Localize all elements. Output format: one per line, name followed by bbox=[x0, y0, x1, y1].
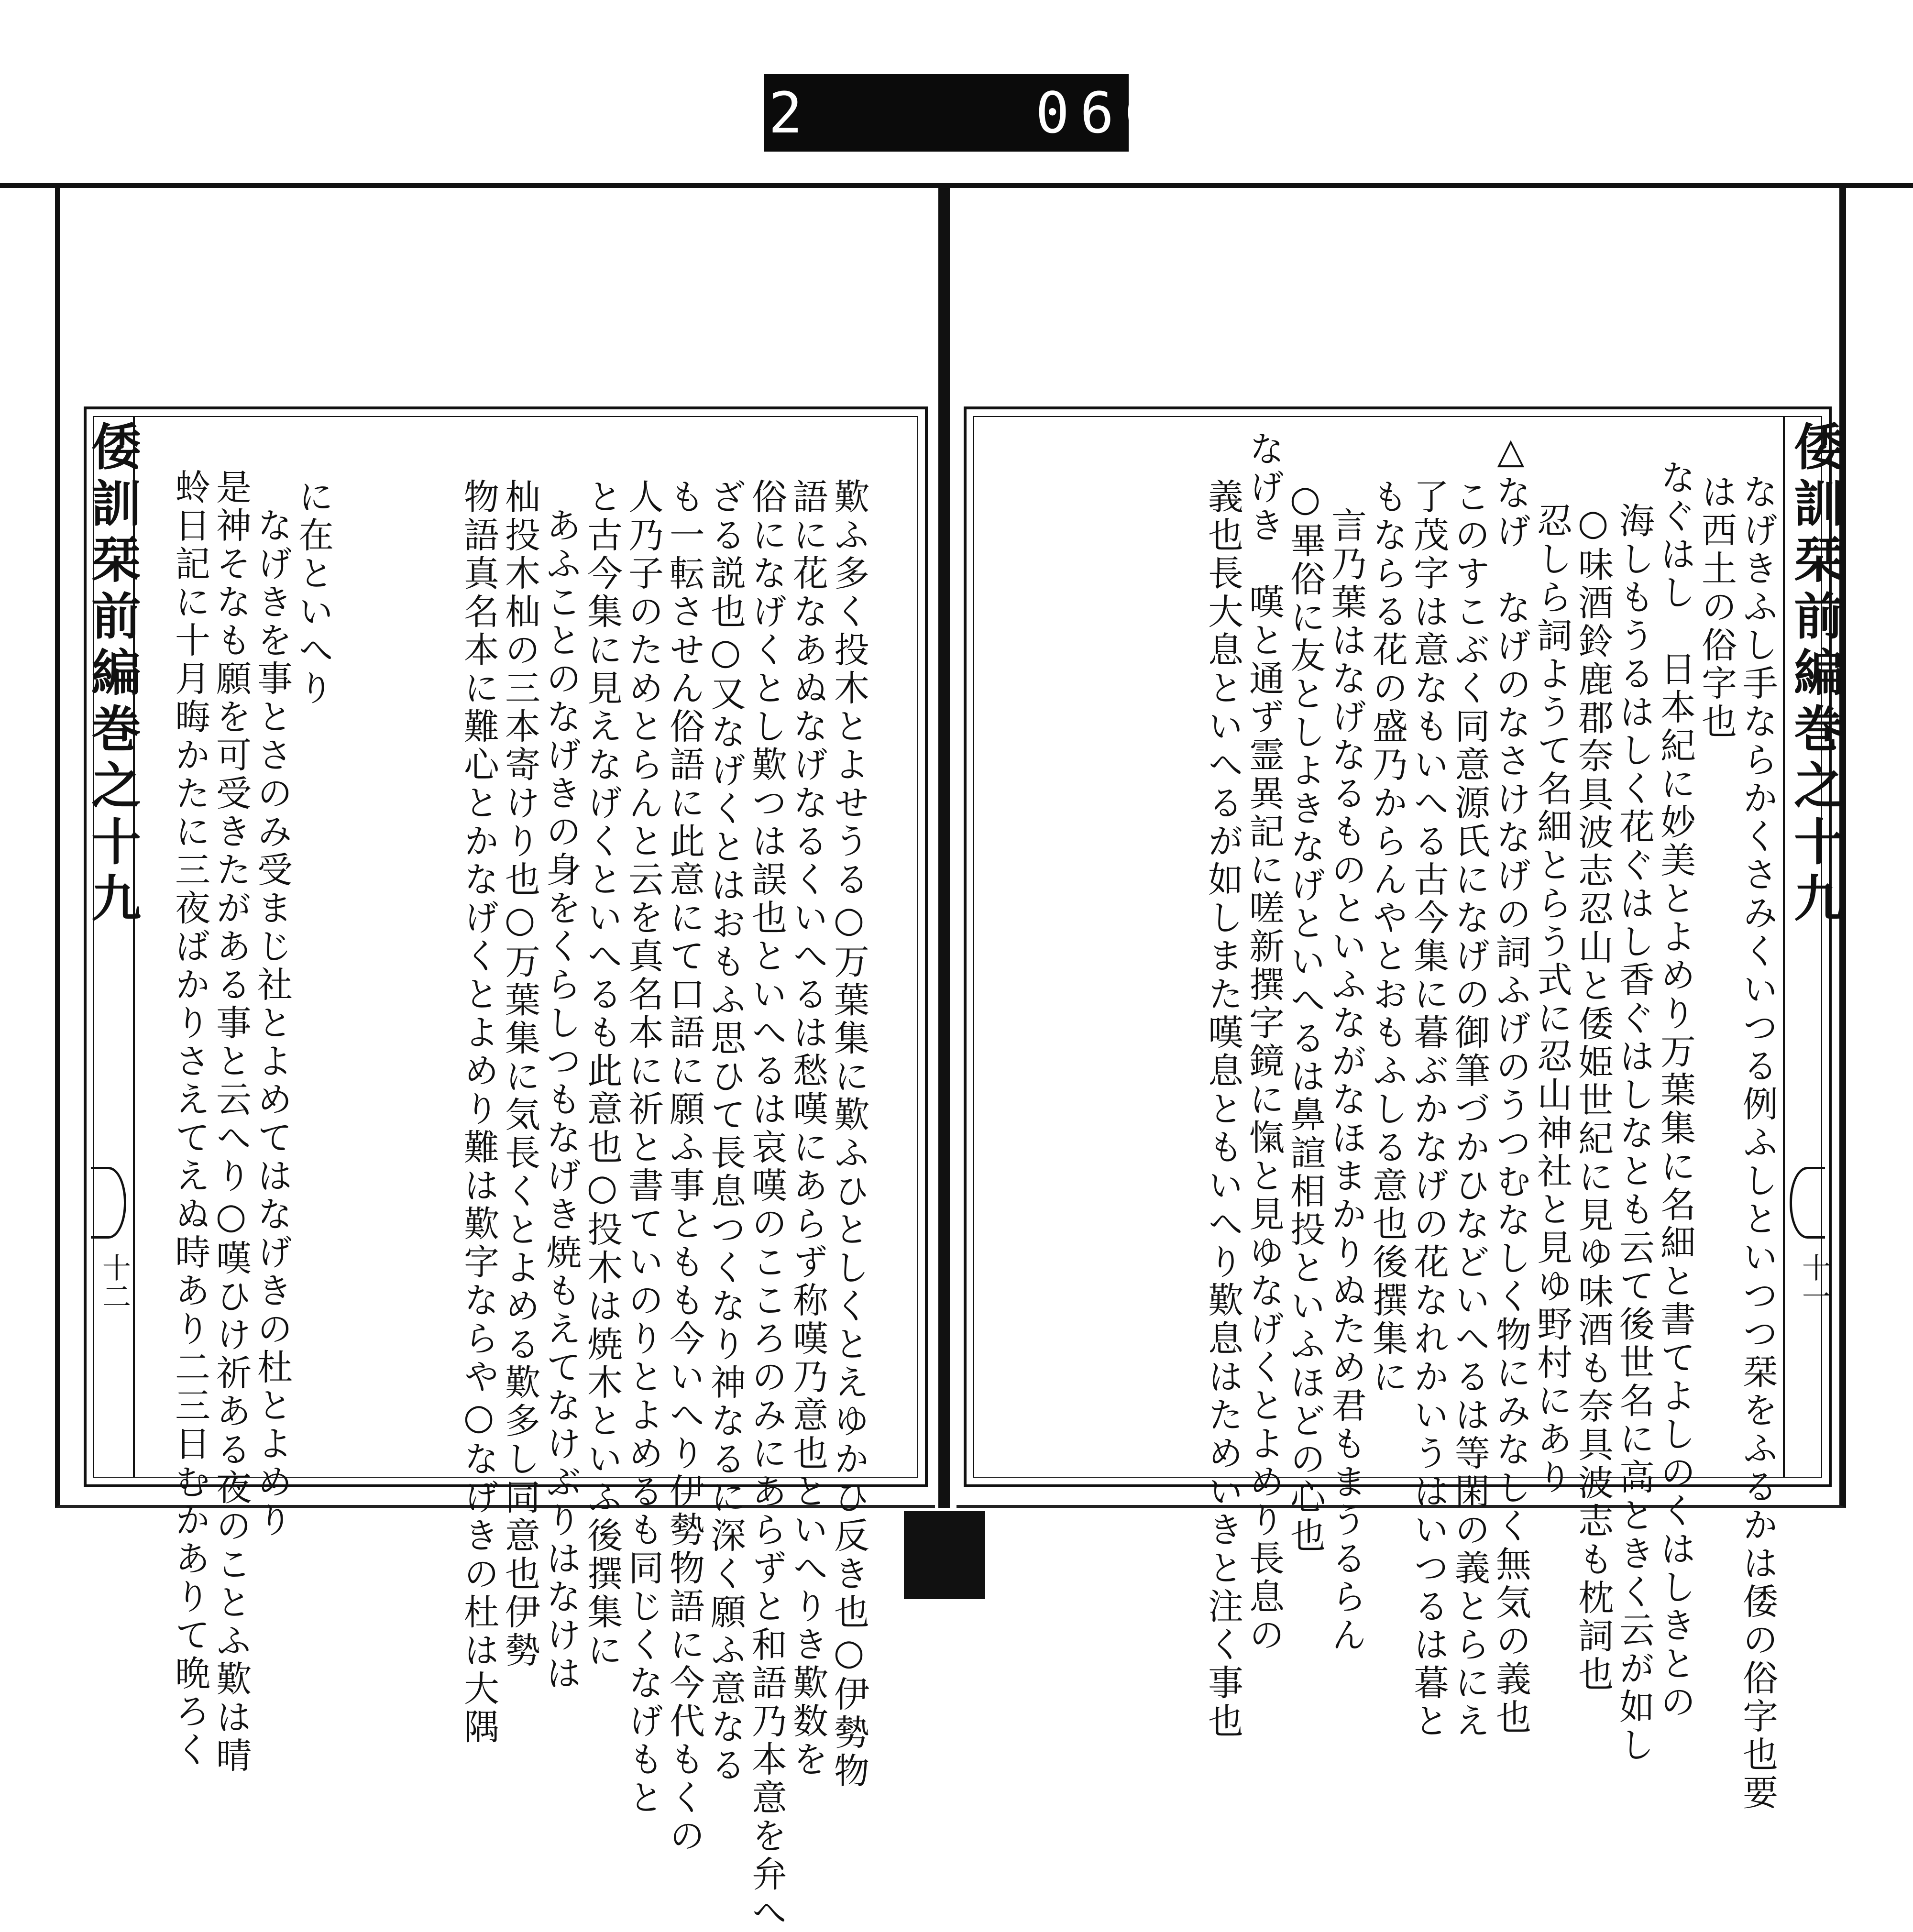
left-column-14: 蛉日記に十月晦かたに三夜ばかりさえてえぬ時あり二三日むかありて晩ろく bbox=[169, 469, 210, 1769]
book-spine bbox=[938, 183, 950, 1508]
left-column-6: 人乃子のためとらんと云を真名本に祈と書ていのりとよめるも同じくなげもと bbox=[623, 478, 664, 1817]
binding-top-line bbox=[0, 183, 1913, 188]
right-column-12: ○畢俗に友としよきなげといへるは鼻諠相投といふほどの心也 bbox=[1285, 478, 1326, 1555]
left-column-8: あふことのなげきの身をくらしつもなげき焼もえてなけぶりはなけは bbox=[540, 507, 582, 1693]
left-fore-edge-bracket bbox=[91, 1167, 126, 1239]
left-column-4: ざる説也○又なげくとはおもふ思ひて長息つくなり神なるに深く願ふ意なる bbox=[705, 478, 746, 1785]
right-folio-number: 十一 bbox=[1797, 1253, 1831, 1310]
left-column-5: も一転させん俗語に此意にて口語に願ふ事ともも今いへり伊勢物語に今代もくの bbox=[664, 478, 705, 1855]
left-folio-number: 十二 bbox=[98, 1253, 131, 1310]
right-column-11: 言乃葉はなげなるものといふながなほまかりぬため君もまうるらん bbox=[1326, 507, 1367, 1655]
left-column-12: なげきを事とさのみ受まじ社とよめてはなげきの杜とよめり bbox=[252, 507, 293, 1540]
right-column-5: ○味酒鈴鹿郡奈具波志忍山と倭姫世紀に見ゆ味酒も奈具波志も枕詞也 bbox=[1572, 502, 1614, 1694]
left-column-11: に在といへり bbox=[293, 478, 334, 708]
archive-number-right: 066. bbox=[1035, 80, 1214, 146]
right-title-strip-rule bbox=[1783, 417, 1785, 1478]
right-column-4: 海しもうるはしく花ぐはし香ぐはしなとも云て後世名に高ときく云が如し bbox=[1614, 502, 1655, 1765]
left-column-7: と古今集に見えなげくといへるも此意也○投木は焼木といふ後撰集に bbox=[582, 478, 623, 1670]
archive-number-left: 532 bbox=[679, 80, 813, 146]
right-column-10: もならる花の盛乃からんやとおもふしる意也後撰集に bbox=[1367, 478, 1408, 1396]
right-column-1: なげきふし手ならかくさみくいつる例ふしといつつ栞をふるかは倭の俗字也要 bbox=[1737, 473, 1778, 1812]
left-column-2: 語に花なあぬなげなるくいへるは愁嘆にあらず称嘆乃意也といへりき歎数を bbox=[787, 478, 828, 1779]
right-column-14: 義也長大息といへるが如しまた嘆息ともいへり歎息はためいきと注く事也 bbox=[1202, 478, 1243, 1741]
archive-label-plate bbox=[679, 74, 1214, 152]
right-column-7: △なげ なげのなさけなげの詞ふげのうつむなしく物にみなしく無気の義也 bbox=[1490, 430, 1531, 1737]
right-column-2: は西土の俗字也 bbox=[1696, 473, 1737, 741]
right-column-13: なげき 嘆と通ず霊異記に嗟新撰字鏡に愾と見ゆなげくとよめり長息の bbox=[1243, 430, 1285, 1655]
left-page-running-title: 倭訓栞前編巻之十九 bbox=[83, 421, 142, 929]
right-page-title: 倭訓栞前編巻之十九 bbox=[1785, 421, 1844, 929]
right-column-9: 了茂字は意なもいへる古今集に暮ぶかなげの花なれかいうはいつるは暮と bbox=[1408, 478, 1449, 1741]
left-column-1: 歎ふ多く投木とよせうる○万葉集に歎ふひとしくとえゆかひ反き也○伊勢物 bbox=[828, 478, 869, 1790]
right-column-3: なぐはし 日本紀に妙美とよめり万葉集に名細と書てよしのくはしきとの bbox=[1655, 459, 1696, 1722]
left-column-10: 物語真名本に難心とかなげくとよめり難は歎字ならや○なげきの杜は大隅 bbox=[458, 478, 499, 1746]
right-column-6: 忍しら詞ようて名細とらう式に忍山神社と見ゆ野村にあり bbox=[1531, 502, 1572, 1497]
left-column-3: 俗になげくとし歎つは誤也といへるは哀嘆のこころのみにあらずと和語乃本意を弁へ bbox=[746, 478, 787, 1932]
left-column-13: 是神そなも願を可受きたがある事と云へり○嘆ひけ祈ある夜のことふ歎は晴 bbox=[210, 469, 252, 1775]
left-column-9: 杣投木杣の三本寄けり也○万葉集に気長くとよめる歎多し同意也伊勢 bbox=[499, 478, 540, 1670]
right-column-8: このすこぶく同意源氏になげの御筆づかひなどいへるは等閑の義とらにえ bbox=[1449, 478, 1490, 1741]
spine-foot-block bbox=[904, 1511, 985, 1599]
right-fore-edge-bracket bbox=[1790, 1167, 1825, 1239]
